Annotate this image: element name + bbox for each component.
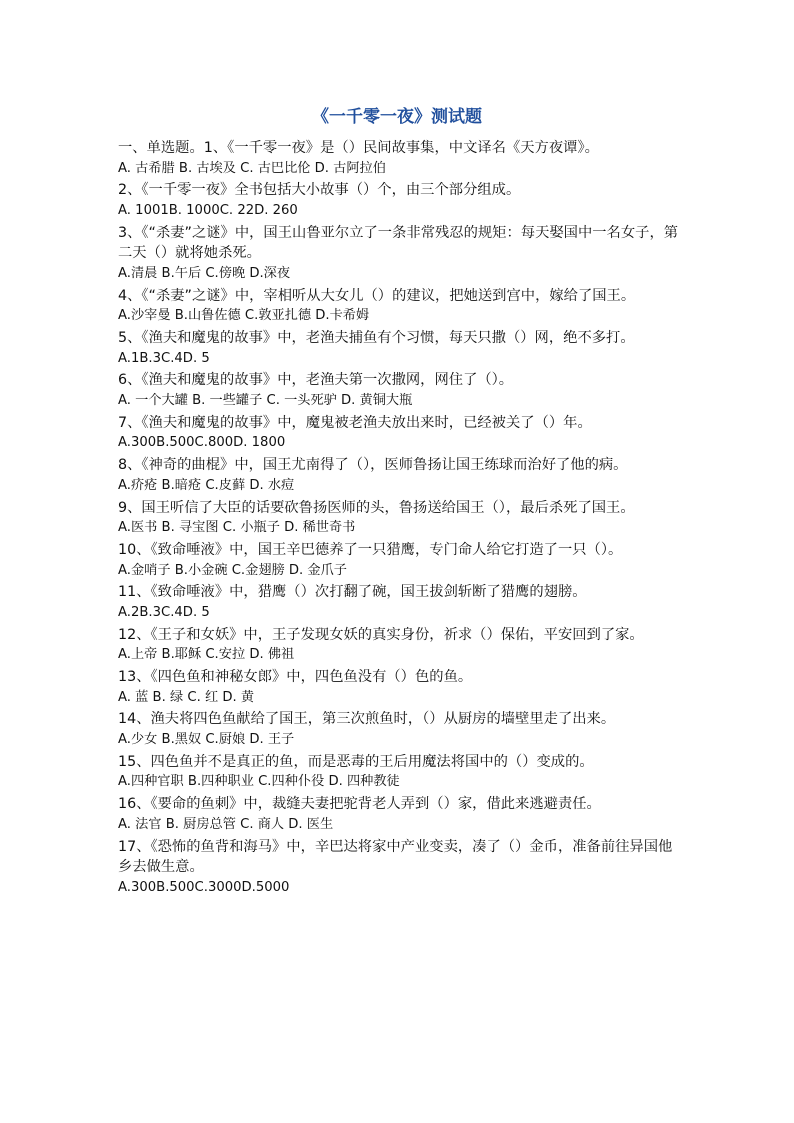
answer-options-5: A.1B.3C.4D. 5 <box>118 350 210 366</box>
question-text-10: 10、《致命唾液》中，国王辛巴德养了一只猎鹰，专门命人给它打造了一只（）。 <box>118 541 623 558</box>
answer-options-1: A. 古希腊 B. 古埃及 C. 古巴比伦 D. 古阿拉伯 <box>118 160 386 176</box>
answer-options-2: A. 1001B. 1000C. 22D. 260 <box>118 202 298 218</box>
answer-options-16: A. 法官 B. 厨房总管 C. 商人 D. 医生 <box>118 816 334 832</box>
answer-options-12: A.上帝 B.耶稣 C.安拉 D. 佛祖 <box>118 647 295 663</box>
question-text-7: 7、《渔夫和魔鬼的故事》中，魔鬼被老渔夫放出来时，已经被关了（）年。 <box>118 414 592 431</box>
answer-options-13: A. 蓝 B. 绿 C. 红 D. 黄 <box>118 689 255 705</box>
question-text-11: 11、《致命唾液》中，猎鹰（）次打翻了碗，国王拔剑斩断了猎鹰的翅膀。 <box>118 584 587 601</box>
question-text-12: 12、《王子和女妖》中，王子发现女妖的真实身份，祈求（）保佑，平安回到了家。 <box>118 626 644 643</box>
question-text-5: 5、《渔夫和魔鬼的故事》中，老渔夫捕鱼有个习惯，每天只撒（）网，绝不多打。 <box>118 330 635 347</box>
answer-options-9: A.医书 B. 寻宝图 C. 小瓶子 D. 稀世奇书 <box>118 520 356 536</box>
answer-options-15: A.四种官职 B.四种职业 C.四种仆役 D. 四种教徒 <box>118 774 400 790</box>
question-text-17: 17、《恐怖的鱼背和海马》中，辛巴达将家中产业变卖，凑了（）金币，准备前往异国他乡去做生意。 <box>118 838 673 876</box>
question-text-15: 15、四色鱼并不是真正的鱼，而是恶毒的王后用魔法将国中的（）变成的。 <box>118 753 594 770</box>
answer-options-17: A.300B.500C.3000D.5000 <box>118 879 290 895</box>
question-text-3: 3、《“杀妻”之谜》中，国王山鲁亚尔立了一条非常残忍的规矩：每天娶国中一名女子，第二天（）就将她杀死。 <box>118 224 679 262</box>
question-text-14: 14、渔夫将四色鱼献给了国王，第三次煎鱼时，（）从厨房的墙壁里走了出来。 <box>118 711 616 728</box>
answer-options-6: A. 一个大罐 B. 一些罐子 C. 一头死驴 D. 黄铜大瓶 <box>118 393 413 409</box>
question-list <box>118 138 680 900</box>
question-text-13: 13、《四色鱼和神秘女郎》中，四色鱼没有（）色的鱼。 <box>118 669 473 686</box>
answer-options-8: A.疥疮 B.暗疮 C.皮藓 D. 水痘 <box>118 477 295 493</box>
question-text-2: 2、《一千零一夜》全书包括大小故事（）个，由三个部分组成。 <box>118 182 521 199</box>
question-text-1: 一、单选题。1、《一千零一夜》是（）民间故事集，中文译名《天方夜谭》。 <box>118 140 599 156</box>
question-text-9: 9、国王听信了大臣的话要砍鲁扬医师的头，鲁扬送给国王（），最后杀死了国王。 <box>118 499 635 516</box>
answer-options-4: A.沙宰曼 B.山鲁佐德 C.敦亚扎德 D.卡希姆 <box>118 308 370 324</box>
answer-options-3: A.清晨 B.午后 C.傍晚 D.深夜 <box>118 265 291 281</box>
question-text-6: 6、《渔夫和魔鬼的故事》中，老渔夫第一次撒网，网住了（）。 <box>118 372 514 389</box>
answer-options-10: A.金哨子 B.小金碗 C.金翅膀 D. 金爪子 <box>118 562 347 578</box>
answer-options-11: A.2B.3C.4D. 5 <box>118 604 210 620</box>
question-text-8: 8、《神奇的曲棍》中，国王尤南得了（），医师鲁扬让国王练球而治好了他的病。 <box>118 457 628 474</box>
answer-options-14: A.少女 B.黑奴 C.厨娘 D. 王子 <box>118 732 295 748</box>
answer-options-7: A.300B.500C.800D. 1800 <box>118 435 286 451</box>
page-title: 《一千零一夜》测试题 <box>312 107 482 127</box>
question-text-4: 4、《“杀妻”之谜》中，宰相听从大女儿（）的建议，把她送到宫中，嫁给了国王。 <box>118 287 636 304</box>
question-text-16: 16、《要命的鱼刺》中，裁缝夫妻把驼背老人弄到（）家，借此来逃避责任。 <box>118 796 601 813</box>
